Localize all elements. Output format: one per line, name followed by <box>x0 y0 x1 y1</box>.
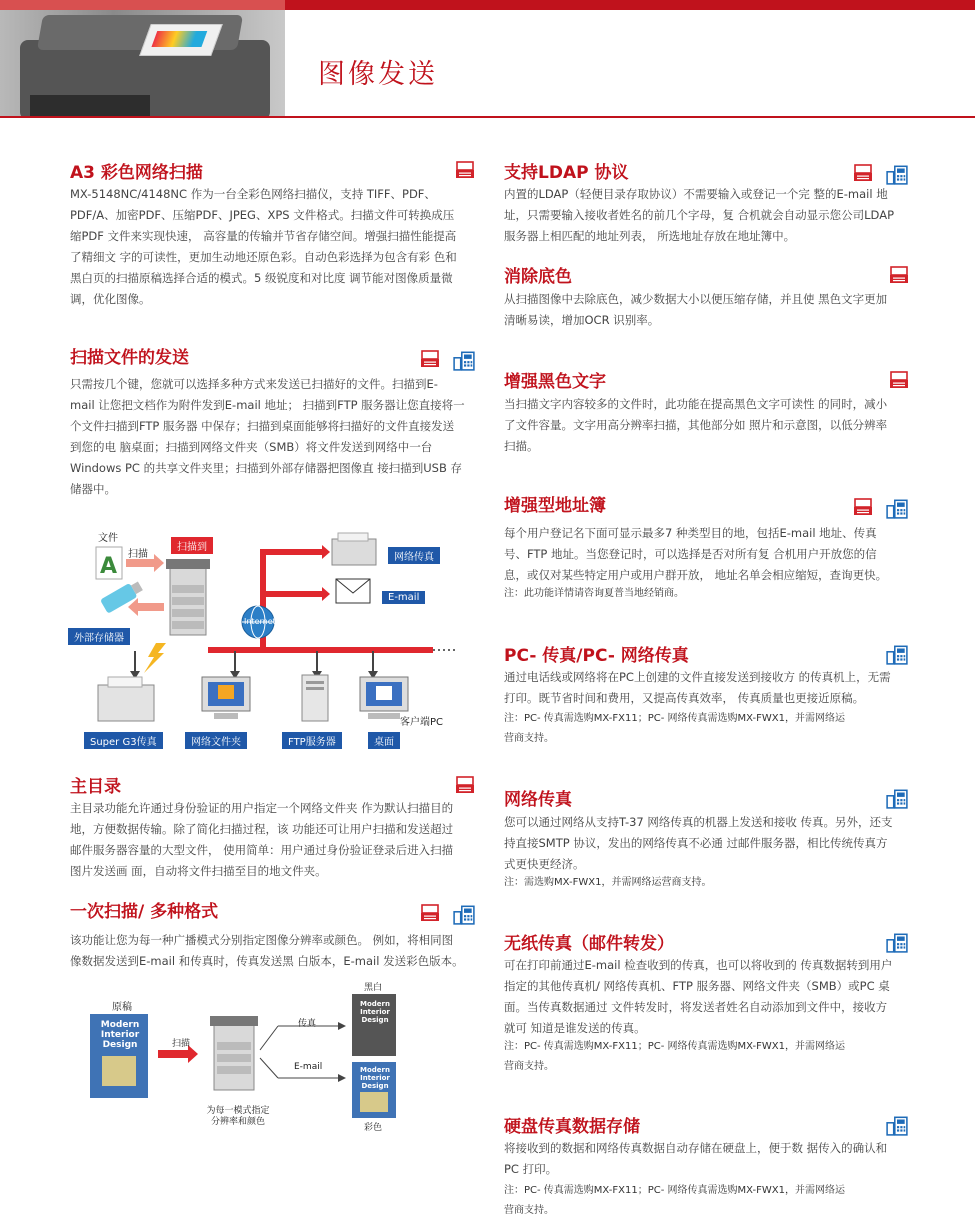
diagram-tag-desktop: 桌面 <box>368 732 400 749</box>
svg-text:A: A <box>100 554 118 579</box>
diagram2-label-email: E-mail <box>294 1062 323 1072</box>
section-note-pc-fax: 注：PC- 传真需选购MX-FX11；PC- 网络传真需选购MX-FWX1，并需网络运 营商支持。 <box>504 713 845 744</box>
section-body-home-dir: 主目录功能允许通过身份验证的用户指定一个网络文件夹 作为默认扫描目的 地，方便数据传输。除了简化扫描过程，该 功能还可让用户扫描和发送超过 邮件服务器容量的大型文件， 使用简单：用户通过身份验证登录后进入扫描 图片发送画 面，自动将文件扫描至目的地文件夹。 <box>70 801 454 878</box>
section-title-paperless-fax: 无纸传真（邮件转发） <box>504 934 674 954</box>
diagram2-bw-book-title: Modern Interior Design <box>360 1000 390 1024</box>
fax-icon <box>452 903 476 925</box>
section-note-address-book: 注：此功能详情请咨询夏普当地经销商。 <box>504 588 684 599</box>
diagram2-caption: 为每一模式指定 分辨率和颜色 <box>206 1106 270 1127</box>
scanner-icon <box>889 265 909 285</box>
section-note-hdd-fax: 注：PC- 传真需选购MX-FX11；PC- 网络传真需选购MX-FWX1，并需网络运 营商支持。 <box>504 1185 845 1216</box>
diagram-tag-scan-to: 扫描到 <box>171 537 213 554</box>
section-body-paperless-fax: 可在打印前通过E-mail 检查收到的传真，也可以将收到的 传真数据转到用户 指定的其他传真机/ 网络传真机、FTP 服务器、网络文件夹（SMB）或PC 桌 面。当传真数据通过 文件转发时，将发送者姓名自动添加到文件中，接收方 就可 知道是谁发送的传真。 <box>504 958 893 1035</box>
section-body-pc-fax: 通过电话线或网络将在PC上创建的文件直接发送到接收方 的传真机上，无需 打印。既节省时间和费用，又提高传真效率， 传真质量也更接近原稿。 <box>504 670 891 705</box>
section-note-paperless-fax: 注：PC- 传真需选购MX-FX11；PC- 网络传真需选购MX-FWX1，并需网络运 营商支持。 <box>504 1041 845 1072</box>
title-divider <box>285 116 975 118</box>
scanner-icon <box>455 160 475 180</box>
scanner-icon <box>455 775 475 795</box>
fax-icon <box>885 497 909 519</box>
diagram-tag-ext-storage: 外部存储器 <box>68 628 130 645</box>
diagram-tag-super-fax: Super G3传真 <box>84 732 163 749</box>
section-body-scan-send: 只需按几个键，您就可以选择多种方式来发送已扫描好的文件。扫描到E- mail 让您把文档作为附件发到E-mail 地址； 扫描到FTP 服务器让您直接将一 个文件扫描到FTP 服务器 中保存；扫描到桌面能够将扫描好的文件直接发送 到您的电 脑桌面；扫描到网络文件夹（SMB）将文件发送到网络中一台 Windows PC 的共享文件夹里；扫描到外部存储器把图像直 接扫描到USB 存 储器中。 <box>70 377 465 496</box>
diagram2-label-original: 原稿 <box>112 1002 132 1013</box>
scanner-icon <box>853 497 873 517</box>
section-title-home-dir: 主目录 <box>70 777 121 797</box>
section-body-ldap: 内置的LDAP（轻便目录存取协议）不需要输入或登记一个完 整的E-mail 地 址，只需要输入接收者姓名的前几个字母，复 合机就会自动显示您公司LDAP 服务器上相匹配的地址列表， 所选地址存放在地址簿中。 <box>504 187 895 243</box>
multi-format-diagram <box>88 980 418 1140</box>
section-body-net-fax: 您可以通过网络从支持T-37 网络传真的机器上发送和接收 传真。另外，还支 持直接SMTP 协议，发出的网络传真不必通 过邮件服务器，相比传统传真方 式更快更经济。 <box>504 815 893 871</box>
fax-icon <box>885 1114 909 1136</box>
section-title-pc-fax: PC- 传真/PC- 网络传真 <box>504 646 689 666</box>
fax-icon <box>885 931 909 953</box>
section-title-net-fax: 网络传真 <box>504 790 572 810</box>
section-title-black-text: 增强黑色文字 <box>504 372 606 392</box>
diagram-label-client-pc: 客户端PC <box>400 717 444 728</box>
section-body-multi-format: 该功能让您为每一种广播模式分别指定图像分辨率或颜色。 例如，将相同图 像数据发送到E-mail 和传真时，传真发送黑 白版本，E-mail 发送彩色版本。 <box>70 933 464 968</box>
diagram-tag-net-fax: 网络传真 <box>388 547 440 564</box>
fax-icon <box>885 643 909 665</box>
copier-hero-image <box>0 10 285 118</box>
section-title-multi-format: 一次扫描/ 多种格式 <box>70 902 219 922</box>
section-title-scan-send: 扫描文件的发送 <box>70 348 189 368</box>
diagram-label-doc: 文件 <box>98 533 118 544</box>
page-title: 图像发送 <box>318 59 438 90</box>
diagram-tag-ftp: FTP服务器 <box>282 732 342 749</box>
fax-icon <box>452 349 476 371</box>
section-body-remove-bg: 从扫描图像中去除底色，减少数据大小以便压缩存储，并且使 黑色文字更加 清晰易读，增加OCR 识别率。 <box>504 292 888 327</box>
diagram-label-scan: 扫描 <box>128 549 148 560</box>
diagram2-label-color: 彩色 <box>364 1123 383 1133</box>
diagram2-book-title: Modern Interior Design <box>100 1020 140 1050</box>
diagram2-label-bw: 黑白 <box>364 983 383 993</box>
diagram2-label-fax: 传真 <box>298 1019 317 1029</box>
section-body-address-book: 每个用户登记名下面可显示最多7 种类型目的地，包括E-mail 地址、传真 号、FTP 地址。当您登记时，可以选择是否对所有复 合机用户开放您的信 息，或仅对某些特定用户或用户群开放， 地址名单会相应缩短，查询更快。 <box>504 526 888 582</box>
scanner-icon <box>889 370 909 390</box>
top-band <box>0 0 975 10</box>
section-title-hdd-fax: 硬盘传真数据存储 <box>504 1117 640 1137</box>
section-body-black-text: 当扫描文字内容较多的文件时，此功能在提高黑色文字可读性 的同时，减小 了文件容量。文字用高分辨率扫描，其他部分如 照片和示意图，以低分辨率 扫描。 <box>504 397 888 453</box>
scanner-icon <box>420 903 440 923</box>
scanner-icon <box>420 349 440 369</box>
fax-icon <box>885 787 909 809</box>
diagram-label-internet: Internet <box>244 617 276 626</box>
scan-send-diagram <box>68 525 468 750</box>
diagram2-label-scan: 扫描 <box>172 1039 191 1049</box>
diagram2-color-book-title: Modern Interior Design <box>360 1066 390 1090</box>
section-title-a3-scan: A3 彩色网络扫描 <box>70 163 203 183</box>
fax-icon <box>885 163 909 185</box>
section-body-hdd-fax: 将接收到的数据和网络传真数据自动存储在硬盘上，便于数 据传入的确认和 PC 打印。 <box>504 1141 888 1176</box>
section-note-net-fax: 注：需选购MX-FWX1，并需网络运营商支持。 <box>504 877 712 888</box>
section-title-ldap: 支持LDAP 协议 <box>504 163 629 183</box>
section-title-remove-bg: 消除底色 <box>504 267 572 287</box>
diagram-tag-net-folder: 网络文件夹 <box>185 732 247 749</box>
section-body-a3-scan: MX-5148NC/4148NC 作为一台全彩色网络扫描仪，支持 TIFF、PDF、 PDF/A、加密PDF、压缩PDF、JPEG、XPS 文件格式。扫描文件可转换成压 缩PDF 文件来实现快速， 高容量的传输并节省存储空间。增强扫描性能提高 了精细文 字的可读性，更加生动地还原色彩。自动色彩选择为包含有彩 色和 黑白页的扫描原稿选择合适的模式。5 级锐度和对比度 调节能对图像质量微 调，优化图像。 <box>70 187 457 306</box>
section-title-address-book: 增强型地址簿 <box>504 496 606 516</box>
scanner-icon <box>853 163 873 183</box>
diagram-tag-email: E-mail <box>382 591 425 604</box>
